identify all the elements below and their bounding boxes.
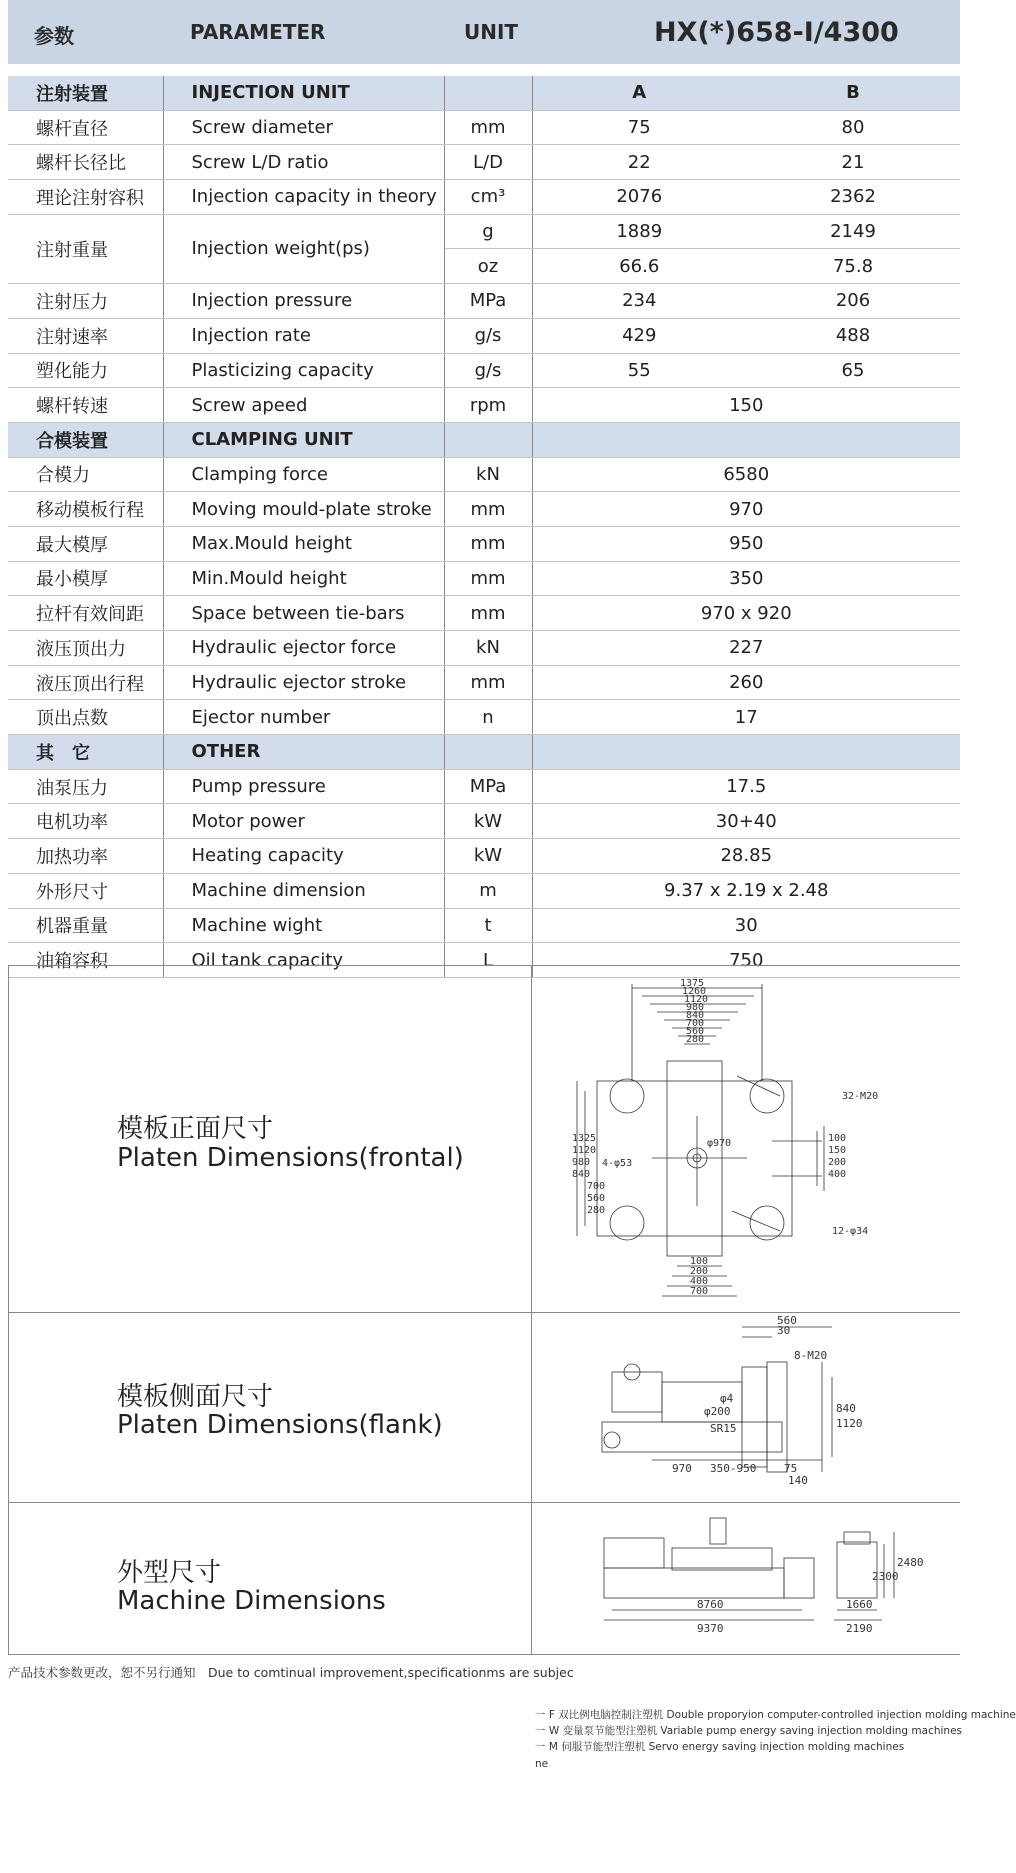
svg-text:1325: 1325 — [572, 1133, 597, 1144]
svg-text:700: 700 — [686, 1018, 705, 1029]
value-b: 65 — [746, 353, 960, 388]
param-unit: g/s — [444, 353, 532, 388]
section-other — [8, 735, 960, 770]
param-unit: g — [444, 214, 532, 249]
svg-text:1260: 1260 — [682, 986, 707, 997]
svg-text:980: 980 — [686, 1002, 705, 1013]
value-b: 21 — [746, 145, 960, 180]
param-en: Hydraulic ejector stroke — [163, 665, 444, 700]
param-value: 750 — [532, 943, 960, 978]
svg-text:1120: 1120 — [684, 994, 709, 1005]
machine-title-cn: 外型尺寸 — [117, 1558, 222, 1588]
param-value: 9.37 x 2.19 x 2.48 — [532, 873, 960, 908]
param-value: 950 — [532, 526, 960, 561]
param-unit: cm³ — [444, 180, 532, 215]
param-value: 150 — [532, 388, 960, 423]
svg-text:700: 700 — [587, 1181, 606, 1192]
param-en: Plasticizing capacity — [163, 353, 444, 388]
param-cn: 注射压力 — [8, 284, 163, 319]
svg-text:2190: 2190 — [846, 1622, 873, 1635]
svg-text:4-φ53: 4-φ53 — [602, 1158, 633, 1169]
machine-title-en: Machine Dimensions — [117, 1586, 386, 1616]
table-row — [8, 284, 960, 319]
table-row — [8, 561, 960, 596]
param-cn: 注射速率 — [8, 318, 163, 353]
param-unit: mm — [444, 526, 532, 561]
svg-text:30: 30 — [777, 1324, 791, 1337]
param-value: 30 — [532, 908, 960, 943]
param-value: 17.5 — [532, 769, 960, 804]
svg-text:2300: 2300 — [872, 1570, 899, 1583]
svg-text:φ200: φ200 — [704, 1405, 731, 1418]
flank-title-en: Platen Dimensions(flank) — [117, 1410, 443, 1440]
svg-text:75: 75 — [784, 1462, 798, 1475]
param-unit: L/D — [444, 145, 532, 180]
flank-row — [8, 1312, 960, 1503]
param-cn: 油箱容积 — [8, 943, 163, 978]
param-en: Heating capacity — [163, 839, 444, 874]
param-en: Machine wight — [163, 908, 444, 943]
value-a: 22 — [532, 145, 746, 180]
svg-text:560: 560 — [587, 1193, 606, 1204]
param-unit: kN — [444, 631, 532, 666]
header-parameter: PARAMETER — [190, 20, 326, 44]
table-row — [8, 873, 960, 908]
param-value: 970 x 920 — [532, 596, 960, 631]
frontal-title-cn: 模板正面尺寸 — [117, 1114, 274, 1144]
table-row — [8, 631, 960, 666]
legend-item: 一 M 伺服节能型注塑机 Servo energy saving injection molding machines — [535, 1741, 905, 1753]
param-en: Machine dimension — [163, 873, 444, 908]
param-en: Oil tank capacity — [163, 943, 444, 978]
param-en: Injection weight(ps) — [163, 214, 444, 283]
param-value: 227 — [532, 631, 960, 666]
svg-text:200: 200 — [828, 1157, 847, 1168]
svg-text:560: 560 — [777, 1314, 797, 1327]
param-cn: 螺杆转速 — [8, 388, 163, 423]
param-en: Hydraulic ejector force — [163, 631, 444, 666]
param-cn: 塑化能力 — [8, 353, 163, 388]
model-title: HX(*)658-I/4300 — [654, 17, 899, 48]
param-en: Injection pressure — [163, 284, 444, 319]
value-b: 488 — [746, 318, 960, 353]
param-cn: 加热功率 — [8, 839, 163, 874]
value-a: 234 — [532, 284, 746, 319]
param-cn: 最小模厚 — [8, 561, 163, 596]
param-cn: 液压顶出行程 — [8, 665, 163, 700]
param-cn: 机器重量 — [8, 908, 163, 943]
param-en: Screw L/D ratio — [163, 145, 444, 180]
param-unit: mm — [444, 110, 532, 145]
param-unit: n — [444, 700, 532, 735]
value-b: 2362 — [746, 180, 960, 215]
svg-text:9370: 9370 — [697, 1622, 724, 1635]
value-b: 206 — [746, 284, 960, 319]
svg-text:350-950: 350-950 — [710, 1462, 757, 1475]
table-row — [8, 804, 960, 839]
section-en: OTHER — [163, 735, 444, 770]
param-unit: kN — [444, 457, 532, 492]
column-a: A — [532, 76, 746, 110]
table-row — [8, 700, 960, 735]
svg-text:SR15: SR15 — [710, 1422, 737, 1435]
table-header — [8, 0, 960, 64]
value-b: 2149 — [746, 214, 960, 249]
table-row — [8, 908, 960, 943]
svg-text:φ4: φ4 — [720, 1392, 734, 1405]
param-en: Clamping force — [163, 457, 444, 492]
param-value: 17 — [532, 700, 960, 735]
table-row — [8, 769, 960, 804]
param-en: Injection capacity in theory — [163, 180, 444, 215]
section-cn: 注射装置 — [8, 76, 163, 110]
param-cn: 拉杆有效间距 — [8, 596, 163, 631]
svg-text:280: 280 — [587, 1205, 606, 1216]
frontal-row — [8, 966, 960, 1313]
value-b: 80 — [746, 110, 960, 145]
param-cn: 油泵压力 — [8, 769, 163, 804]
svg-text:100: 100 — [690, 1256, 709, 1267]
header-cn: 参数 — [34, 24, 74, 48]
header-unit: UNIT — [464, 20, 519, 44]
flank-drawing — [532, 1312, 960, 1502]
param-cn: 移动模板行程 — [8, 492, 163, 527]
dimension-drawings — [8, 965, 960, 1655]
svg-text:970: 970 — [672, 1462, 692, 1475]
spec-table — [8, 76, 960, 978]
svg-text:150: 150 — [828, 1145, 847, 1156]
svg-text:32-M20: 32-M20 — [842, 1091, 879, 1102]
section-cn: 合模装置 — [8, 422, 163, 457]
param-unit: MPa — [444, 769, 532, 804]
param-unit: kW — [444, 804, 532, 839]
section-en: CLAMPING UNIT — [163, 422, 444, 457]
param-cn: 注射重量 — [8, 214, 163, 283]
svg-text:1120: 1120 — [836, 1417, 863, 1430]
machine-drawing — [532, 1502, 960, 1654]
table-row — [8, 145, 960, 180]
svg-text:280: 280 — [686, 1034, 705, 1045]
svg-text:400: 400 — [828, 1169, 847, 1180]
param-cn: 螺杆长径比 — [8, 145, 163, 180]
param-en: Space between tie-bars — [163, 596, 444, 631]
param-cn: 电机功率 — [8, 804, 163, 839]
param-unit: m — [444, 873, 532, 908]
svg-text:140: 140 — [788, 1474, 808, 1487]
frontal-title-en: Platen Dimensions(frontal) — [117, 1143, 464, 1173]
value-a: 66.6 — [532, 249, 746, 284]
svg-text:840: 840 — [836, 1402, 856, 1415]
legend-item: 一 F 双比例电脑控制注塑机 Double proporyion computer-controlled injection molding machine — [535, 1709, 1016, 1721]
flank-title-cn: 模板侧面尺寸 — [117, 1382, 274, 1412]
value-a: 75 — [532, 110, 746, 145]
param-unit: MPa — [444, 284, 532, 319]
param-cn: 合模力 — [8, 457, 163, 492]
param-cn: 外形尺寸 — [8, 873, 163, 908]
svg-text:12-φ34: 12-φ34 — [832, 1226, 869, 1237]
svg-text:980: 980 — [572, 1157, 591, 1168]
param-value: 30+40 — [532, 804, 960, 839]
svg-text:2480: 2480 — [897, 1556, 924, 1569]
table-row — [8, 110, 960, 145]
svg-text:1660: 1660 — [846, 1598, 873, 1611]
value-b: 75.8 — [746, 249, 960, 284]
param-en: Ejector number — [163, 700, 444, 735]
param-en: Max.Mould height — [163, 526, 444, 561]
param-cn: 理论注射容积 — [8, 180, 163, 215]
param-en: Injection rate — [163, 318, 444, 353]
param-cn: 顶出点数 — [8, 700, 163, 735]
svg-text:700: 700 — [690, 1286, 709, 1297]
footer-note: 产品技术参数更改，恕不另行通知 Due to comtinual improvement,specificationms are subjec — [8, 1665, 574, 1680]
param-en: Motor power — [163, 804, 444, 839]
param-unit: kW — [444, 839, 532, 874]
param-unit: mm — [444, 665, 532, 700]
value-a: 55 — [532, 353, 746, 388]
table-row — [8, 596, 960, 631]
param-en: Screw apeed — [163, 388, 444, 423]
param-value: 6580 — [532, 457, 960, 492]
table-row — [8, 492, 960, 527]
param-unit: rpm — [444, 388, 532, 423]
param-unit: oz — [444, 249, 532, 284]
param-value: 970 — [532, 492, 960, 527]
param-en: Screw diameter — [163, 110, 444, 145]
svg-text:400: 400 — [690, 1276, 709, 1287]
table-row — [8, 214, 960, 249]
table-row — [8, 318, 960, 353]
svg-text:840: 840 — [686, 1010, 705, 1021]
param-unit: mm — [444, 561, 532, 596]
param-en: Min.Mould height — [163, 561, 444, 596]
svg-text:8760: 8760 — [697, 1598, 724, 1611]
frontal-dim-1375: 1375 — [680, 978, 705, 989]
param-unit: t — [444, 908, 532, 943]
param-value: 350 — [532, 561, 960, 596]
param-unit: L — [444, 943, 532, 978]
param-unit: mm — [444, 596, 532, 631]
table-row — [8, 839, 960, 874]
table-row — [8, 526, 960, 561]
value-a: 1889 — [532, 214, 746, 249]
table-row — [8, 665, 960, 700]
table-row — [8, 457, 960, 492]
section-cn: 其 它 — [8, 735, 163, 770]
table-row — [8, 180, 960, 215]
legend-item: ne — [535, 1758, 549, 1770]
svg-text:φ970: φ970 — [707, 1138, 732, 1149]
svg-text:200: 200 — [690, 1266, 709, 1277]
frontal-drawing — [532, 966, 960, 1312]
param-cn: 最大模厚 — [8, 526, 163, 561]
svg-text:840: 840 — [572, 1169, 591, 1180]
section-injection — [8, 76, 960, 110]
param-en: Pump pressure — [163, 769, 444, 804]
section-clamping — [8, 422, 960, 457]
param-en: Moving mould-plate stroke — [163, 492, 444, 527]
param-cn: 液压顶出力 — [8, 631, 163, 666]
param-value: 260 — [532, 665, 960, 700]
value-a: 2076 — [532, 180, 746, 215]
section-en: INJECTION UNIT — [163, 76, 444, 110]
machine-row — [8, 1502, 960, 1654]
param-cn: 螺杆直径 — [8, 110, 163, 145]
svg-text:100: 100 — [828, 1133, 847, 1144]
param-value: 28.85 — [532, 839, 960, 874]
param-unit: g/s — [444, 318, 532, 353]
legend-item: 一 W 变量泵节能型注塑机 Variable pump energy saving injection molding machines — [535, 1725, 962, 1737]
column-b: B — [746, 76, 960, 110]
table-row — [8, 353, 960, 388]
svg-text:1120: 1120 — [572, 1145, 597, 1156]
table-row — [8, 388, 960, 423]
param-unit: mm — [444, 492, 532, 527]
value-a: 429 — [532, 318, 746, 353]
svg-text:560: 560 — [686, 1026, 705, 1037]
svg-text:8-M20: 8-M20 — [794, 1349, 828, 1362]
